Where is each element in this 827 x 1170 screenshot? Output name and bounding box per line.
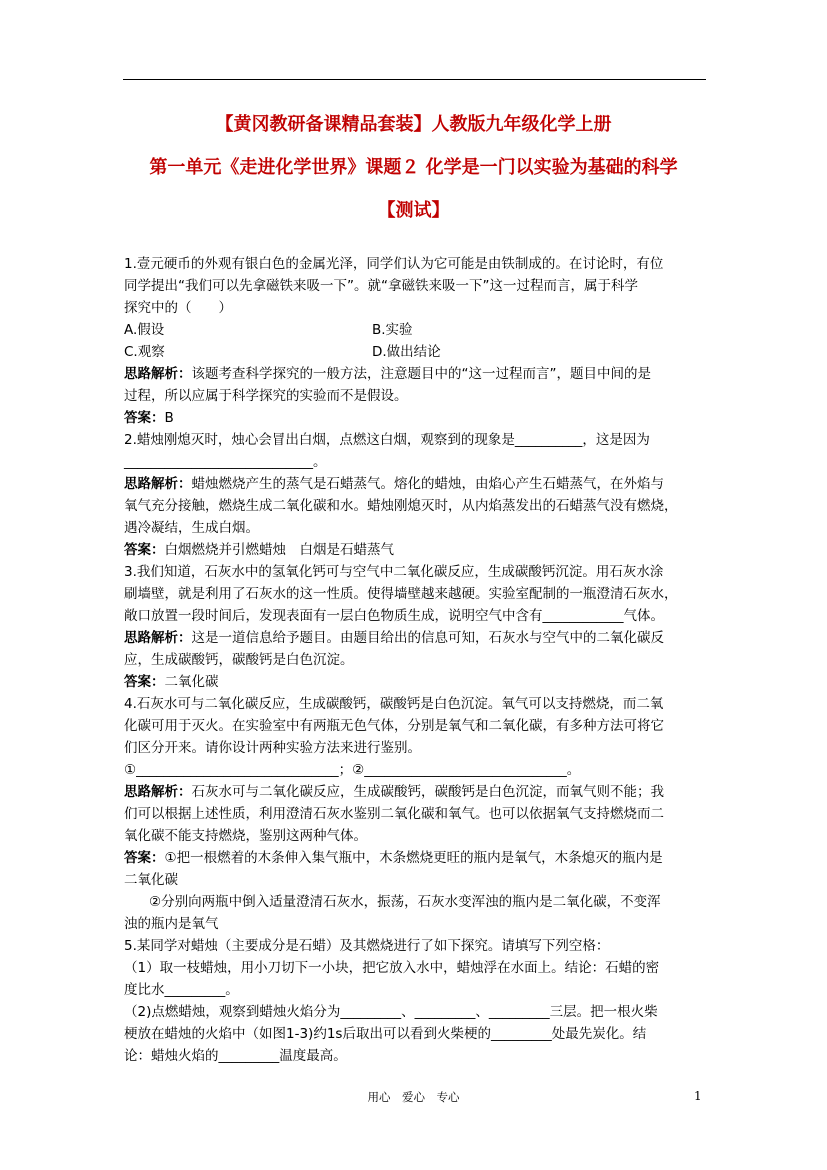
- analysis-text: 遇冷凝结，生成白烟。: [124, 520, 259, 536]
- answer-text: 浊的瓶内是氧气: [124, 916, 219, 932]
- options-row: [124, 319, 704, 341]
- title-line-3: 【测试】: [377, 200, 450, 221]
- analysis-text: 过程，所以应属于科学探究的实验而不是假设。: [124, 388, 408, 404]
- analysis-label: 思路解析：: [124, 630, 192, 646]
- question-3: [124, 561, 704, 693]
- answer-label: 答案：: [124, 542, 165, 558]
- answer: [124, 671, 704, 693]
- answer-text: ①把一根燃着的木条伸入集气瓶中，木条燃烧更旺的瓶内是氧气，木条熄灭的瓶内是: [164, 850, 663, 866]
- analysis-label: 思路解析：: [124, 476, 192, 492]
- analysis-label: 思路解析：: [124, 784, 192, 800]
- title-block: [100, 110, 727, 239]
- question-text: （1）取一枝蜡烛，用小刀切下一小块，把它放入水中，蜡烛浮在水面上。结论：石蜡的密: [124, 960, 660, 976]
- option-a: A.假设: [124, 322, 165, 338]
- analysis: [124, 781, 704, 803]
- question-text: 们区分开来。请你设计两种实验方法来进行鉴别。: [124, 740, 421, 756]
- question-text: 度比水_________。: [124, 982, 239, 998]
- question-text: 梗放在蜡烛的火焰中（如图1-3)约1s后取出可以看到火柴梗的_________处最先炭化。结: [124, 1026, 647, 1042]
- question-2: [124, 429, 704, 561]
- question-text: 5.某同学对蜡烛（主要成分是石蜡）及其燃烧进行了如下探究。请填写下列空格：: [124, 938, 610, 954]
- analysis-text: 们可以根据上述性质，利用澄清石灰水鉴别二氧化碳和氧气。也可以依据氧气支持燃烧而二: [124, 806, 664, 822]
- blank-line: ①______________________________；②______________________________。: [124, 762, 581, 778]
- question-text: 4.石灰水可与二氧化碳反应，生成碳酸钙，碳酸钙是白色沉淀。氧气可以支持燃烧，而二氧: [124, 696, 664, 712]
- answer-label: 答案：: [124, 850, 165, 866]
- question-text: 刷墙壁，就是利用了石灰水的这一性质。使得墙壁越来越硬。实验室配制的一瓶澄清石灰水，: [124, 586, 678, 602]
- answer-label: 答案：: [124, 674, 165, 690]
- title-line-2: 第一单元《走进化学世界》课题２ 化学是一门以实验为基础的科学: [149, 157, 678, 178]
- answer-text: 二氧化碳: [164, 674, 219, 690]
- title-line-1: 【黄冈教研备课精品套装】人教版九年级化学上册: [215, 114, 612, 135]
- footer-motto: 用心 爱心 专心: [367, 1090, 460, 1104]
- answer: [124, 847, 704, 869]
- question-text: 3.我们知道，石灰水中的氢氧化钙可与空气中二氧化碳反应，生成碳酸钙沉淀。用石灰水涂: [124, 564, 664, 580]
- question-text: 探究中的（ ）: [124, 300, 232, 316]
- analysis-label: 思路解析：: [124, 366, 192, 382]
- analysis-text: 石灰水可与二氧化碳反应，生成碳酸钙，碳酸钙是白色沉淀，而氧气则不能；我: [191, 784, 664, 800]
- question-text: 2.蜡烛刚熄灭时，烛心会冒出白烟，点燃这白烟，观察到的现象是__________，这是因为: [124, 432, 650, 448]
- question-text: 敞口放置一段时间后，发现表面有一层白色物质生成，说明空气中含有____________气体。: [124, 608, 664, 624]
- analysis-text: 该题考查科学探究的一般方法，注意题目中的“这一过程而言”，题目中间的是: [191, 366, 651, 382]
- question-4: [124, 693, 704, 935]
- question-text: （2)点燃蜡烛，观察到蜡烛火焰分为_________、_________、_________三层。把一根火柴: [124, 1004, 658, 1020]
- analysis: [124, 627, 704, 649]
- question-text: 1.壹元硬币的外观有银白色的金属光泽，同学们认为它可能是由铁制成的。在讨论时，有位: [124, 256, 664, 272]
- answer-text: ②分别向两瓶中倒入适量澄清石灰水，振荡，石灰水变浑浊的瓶内是二氧化碳，不变浑: [149, 894, 661, 910]
- analysis: [124, 363, 704, 385]
- question-text: 化碳可用于灭火。在实验室中有两瓶无色气体，分别是氧气和二氧化碳，有多种方法可将它: [124, 718, 664, 734]
- analysis-text: 这是一道信息给予题目。由题目给出的信息可知，石灰水与空气中的二氧化碳反: [191, 630, 664, 646]
- header-rule: [123, 79, 706, 80]
- question-1: [124, 253, 704, 429]
- answer-text: B: [164, 410, 174, 426]
- option-d: D.做出结论: [372, 344, 441, 360]
- answer-label: 答案：: [124, 410, 165, 426]
- analysis-text: 应，生成碳酸钙，碳酸钙是白色沉淀。: [124, 652, 354, 668]
- analysis: [124, 473, 704, 495]
- analysis-text: 蜡烛燃烧产生的蒸气是石蜡蒸气。熔化的蜡烛，由焰心产生石蜡蒸气，在外焰与: [191, 476, 664, 492]
- option-b: B.实验: [372, 322, 413, 338]
- options-row: [124, 341, 704, 363]
- analysis-text: 氧化碳不能支持燃烧，鉴别这两种气体。: [124, 828, 367, 844]
- answer-text: 白烟燃烧并引燃蜡烛 白烟是石蜡蒸气: [164, 542, 394, 558]
- question-5: [124, 935, 704, 1067]
- analysis-text: 氧气充分接触，燃烧生成二氧化碳和水。蜡烛刚熄灭时，从内焰蒸发出的石蜡蒸气没有燃烧，: [124, 498, 678, 514]
- answer: [124, 539, 704, 561]
- answer: [124, 407, 704, 429]
- question-text: 同学提出“我们可以先拿磁铁来吸一下”。就“拿磁铁来吸一下”这一过程而言，属于科学: [124, 278, 638, 294]
- answer-text: 二氧化碳: [124, 872, 178, 888]
- question-text: 论：蜡烛火焰的_________温度最高。: [124, 1048, 347, 1064]
- document-body: [124, 253, 704, 1067]
- question-text: ____________________________。: [124, 454, 327, 470]
- option-c: C.观察: [124, 344, 165, 360]
- page-number: 1: [694, 1089, 702, 1103]
